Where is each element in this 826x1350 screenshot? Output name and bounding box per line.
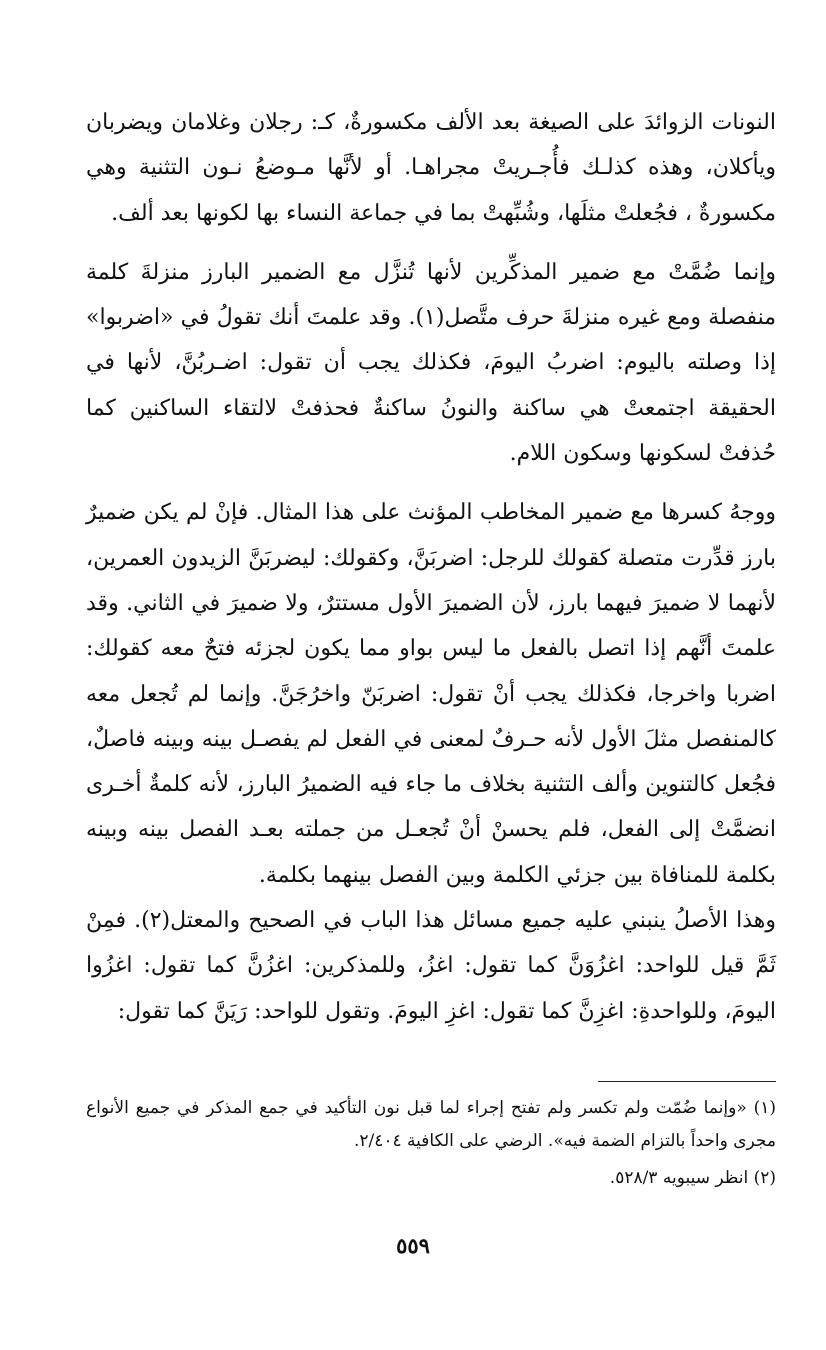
paragraph: ووجهُ كسرها مع ضمير المخاطب المؤنث على هذا المثال. فإنْ لم يكن ضميرٌ بارز قدِّرت متصلة كقولك للرجل: اضربَنَّ، وكقولك: ليضربَنَّ الزيدون العمرين، لأنهما لا ضميرَ فيهما بارز، لأن الضميرَ الأول مستترٌ، ولا ضميرَ في الثاني. وقد علمتَ أنَّهم إذا اتصل بالفعل ما ليس بواو مما يكون لجزئه فتحٌ معه كقولك: اضربا واخرجا، فكذلك يجب أنْ تقول: اضربَنّ واخرُجَنَّ. وإنما لم تُجعل معه كالمنفصل مثلَ الأول لأنه حـرفٌ لمعنى في الفعل لم يفصـل بينه وبينه فاصلٌ، فجُعل كالتنوين وألف التثنية بخلاف ما جاء فيه الضميرُ البارز، لأنه كلمةٌ أخـرى انضمَّتْ إلى الفعل، فلم يحسنْ أنْ تُجعـل من جملته بعـد الفصل بينه وبينه بكلمة للمنافاة بين جزئي الكلمة وبين الفصل بينهما بكلمة. (86, 500, 777, 888)
footnotes (86, 1092, 776, 1195)
footnote: (٢) انظر سيبويه ٥٢٨/٣. (609, 1168, 776, 1188)
paragraph: النونات الزوائدَ على الصيغة بعد الألف مكسورةٌ، كـ: رجلان وغلامان ويضربان ويأكلان، وهذه كذلـك فأُجـريتْ مجراهـا. أو لأنَّها مـوضعُ نـون التثنية وهي مكسورةٌ ، فجُعلتْ مثلَها، وشُبِّهتْ بما في جماعة النساء بها لكونها بعد ألف. (86, 110, 776, 226)
main-text (86, 100, 776, 1034)
footnote: (١) «وإنما ضُمّت ولم تكسر ولم تفتح إجراء لما قبل نون التأكيد في جمع المذكر في جميع الأنواع مجرى واحداً بالتزام الضمة فيه». الرضي على الكافية ٢/٤٠٤. (86, 1098, 776, 1151)
paragraph: وإنما ضُمَّتْ مع ضمير المذكِّرين لأنها تُنزَّل مع الضمير البارز منزلةَ كلمة منفصلة ومع غيره منزلةَ حرف متَّصل(١). وقد علمتَ أنك تقولُ في «اضربوا» إذا وصلته باليوم: اضربُ اليومَ، فكذلك يجب أن تقول: اضـربُنَّ، لأنها في الحقيقة اجتمعتْ هي ساكنة والنونُ ساكنةٌ فحذفتْ لالتقاء الساكنين كما حُذفتْ لسكونها وسكون اللام. (86, 259, 776, 467)
page-number: ٥٥٩ (396, 1233, 430, 1258)
footnote-separator (598, 1081, 776, 1082)
paragraph: وهذا الأصلُ ينبني عليه جميع مسائل هذا الباب في الصحيح والمعتل(٢). فمِنْ ثَمَّ قيل للواحد: اغزُوَنَّ كما تقول: اغزُ، وللمذكرين: اغزُنَّ كما تقول: اغزُوا اليومَ، وللواحدةِ: اغزِنَّ كما تقول: اغزِ اليومَ. وتقول للواحد: رَيَنَّ كما تقول: (86, 908, 776, 1024)
